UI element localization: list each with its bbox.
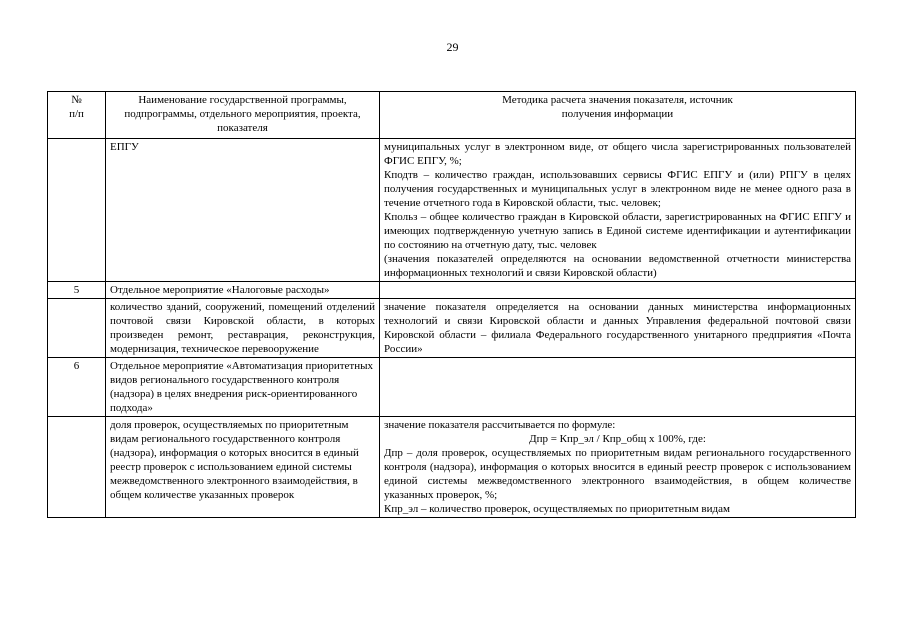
row-method-cell (380, 282, 856, 299)
methodology-table (47, 91, 856, 518)
table-header-row (48, 92, 856, 139)
row-method-cell (380, 139, 856, 282)
row-number-cell (48, 417, 106, 518)
method-paragraph: (значения показателей определяются на основании ведомственной отчетности министерства информационных технологий и связи Кировской области) (384, 253, 851, 279)
row-method-cell: значение показателя определяется на основании данных министерства информационных технологий и связи Кировской области и данных Управления федеральной почтовой связи Кировской области – филиала Федерального государственного унитарного предприятия «Почта России» (380, 299, 856, 358)
indicator-name-cell: количество зданий, сооружений, помещений отделений почтовой связи Кировской области, в которых произведен ремонт, реставрация, реконструкция, модернизация, техническое перевооружение (106, 299, 380, 358)
header-method: Методика расчета значения показателя, источник получения информации (380, 92, 856, 139)
row-number-cell: 5 (48, 282, 106, 299)
table-row (48, 282, 856, 299)
table-row (48, 417, 856, 518)
row-number-cell (48, 299, 106, 358)
method-paragraph: Кподтв – количество граждан, использовавших сервисы ФГИС ЕПГУ и (или) РПГУ в целях получения государственных и муниципальных услуг в электронном виде не менее одного раза в течение отчетного года в Кировской области, тыс. человек; (384, 169, 851, 209)
header-number: № п/п (48, 92, 106, 139)
method-intro: значение показателя рассчитывается по формуле: (384, 419, 616, 431)
method-paragraph: Кпр_эл – количество проверок, осуществляемых по приоритетным видам (384, 503, 730, 515)
measure-title-cell: Отдельное мероприятие «Налоговые расходы» (106, 282, 380, 299)
row-method-cell (380, 417, 856, 518)
header-name: Наименование государственной программы, подпрограммы, отдельного мероприятия, проекта, показателя (106, 92, 380, 139)
method-paragraph: Дпр – доля проверок, осуществляемых по приоритетным видам регионального государственного контроля (надзора), информация о которых вносится в единый реестр проверок с использованием единой системы межведомственного электронного взаимодействия, в общем количестве указанных проверок, %; (384, 447, 851, 501)
measure-title-cell: Отдельное мероприятие «Автоматизация приоритетных видов регионального государственного контроля (надзора) в целях внедрения риск-ориентированного подхода» (106, 358, 380, 417)
indicator-name: ЕПГУ (110, 141, 139, 153)
indicator-name-cell: доля проверок, осуществляемых по приоритетным видам регионального государственного контроля (надзора), информация о которых вносится в единый реестр проверок с использованием единой системы межведомственного электронного взаимодействия, в общем количестве указанных проверок (106, 417, 380, 518)
row-name-cell (106, 139, 380, 282)
method-paragraph: муниципальных услуг в электронном виде, от общего числа зарегистрированных пользователей ФГИС ЕПГУ, %; (384, 141, 851, 167)
page-number: 29 (446, 40, 459, 54)
table-row (48, 358, 856, 417)
formula: Дпр = Кпр_эл / Кпр_общ х 100%, где: (529, 433, 706, 445)
method-paragraph: Кпольз – общее количество граждан в Кировской области, зарегистрированных на ФГИС ЕПГУ и имеющих подтвержденную учетную запись в Единой системе идентификации и аутентификации по состоянию на отчетную дату, тыс. человек (384, 211, 851, 251)
table-row (48, 299, 856, 358)
table-row (48, 139, 856, 282)
row-number-cell (48, 139, 106, 282)
row-method-cell (380, 358, 856, 417)
row-number-cell: 6 (48, 358, 106, 417)
